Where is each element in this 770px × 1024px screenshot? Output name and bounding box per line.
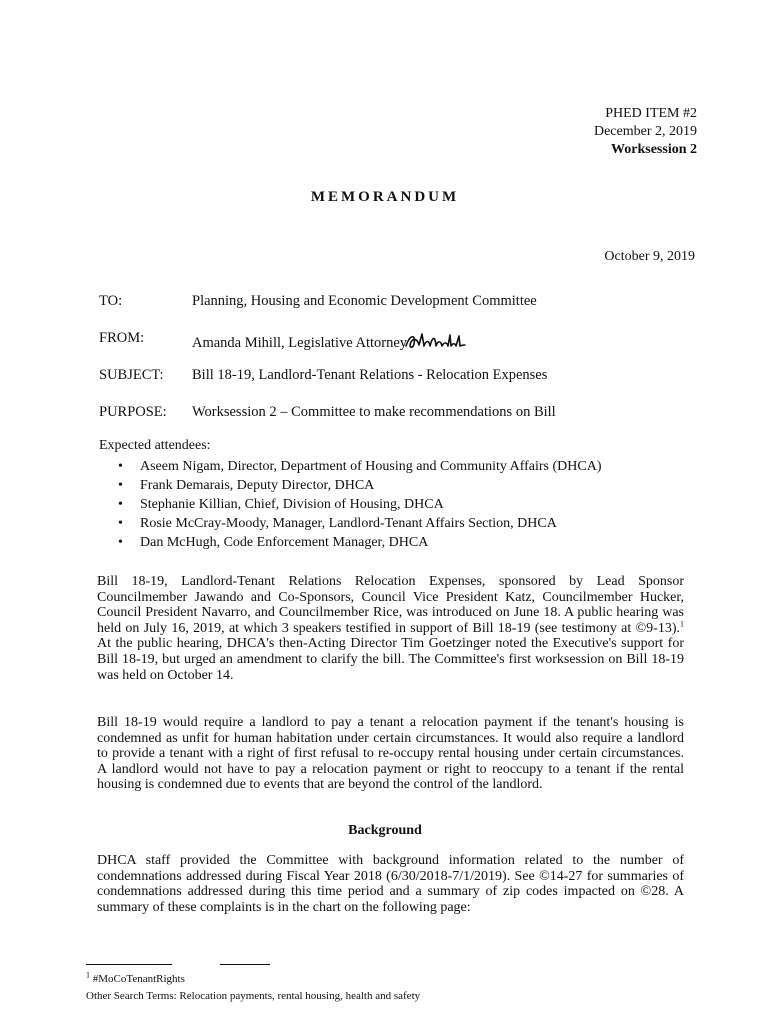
subject-value: Bill 18-19, Landlord-Tenant Relations - Relocation Expenses <box>192 367 548 383</box>
footnote-mark: 1 <box>86 970 90 980</box>
paragraph-intro-part1: Bill 18-19, Landlord-Tenant Relations Relocation Expenses, sponsored by Lead Sponsor Councilmember Jawando and Co-Sponsors, Council Vice President Katz, Councilmember Hucker, Council President Navarro, and Councilmember Rice, was introduced on June 18. A public hearing was held on July 16, 2019, at which 3 speakers testified in support of Bill 18-19 (see testimony at ©9-13). <box>97 574 684 636</box>
memo-date: October 9, 2019 <box>604 249 695 264</box>
footnote-ref: 1 <box>680 619 684 629</box>
paragraph-background: DHCA staff provided the Committee with background information related to the number of condemnations addressed during Fiscal Year 2018 (6/30/2018-7/1/2019). See ©14-27 for summaries of condemnations addressed during this time period and a summary of zip codes impacted on ©28. A summary of these complaints is in the chart on the following page: <box>97 853 684 915</box>
attendee-item: • Frank Demarais, Deputy Director, DHCA <box>116 476 676 495</box>
paragraph-intro-part2: At the public hearing, DHCA's then-Acting Director Tim Goetzinger noted the Executive's support for Bill 18-19, but urged an amendment to clarify the bill. The Committee's first worksession on Bill 18-19 was held on October 14. <box>97 636 684 683</box>
header-item: PHED ITEM #2 <box>605 106 697 121</box>
to-value: Planning, Housing and Economic Development Committee <box>192 293 537 309</box>
signature-icon <box>404 330 466 357</box>
from-value: Amanda Mihill, Legislative Attorney <box>192 334 408 351</box>
attendee-item: • Rosie McCray-Moody, Manager, Landlord-Tenant Affairs Section, DHCA <box>116 514 676 533</box>
attendee-item: • Stephanie Killian, Chief, Division of Housing, DHCA <box>116 495 676 514</box>
footnote-rule <box>86 964 172 965</box>
subject-label: SUBJECT: <box>99 367 164 383</box>
paragraph-summary: Bill 18-19 would require a landlord to pay a tenant a relocation payment if the tenant's housing is condemned as unfit for human habitation under certain circumstances. It would also require a landlord to provide a tenant with a right of first refusal to re-occupy rental housing under certain circumstances. A landlord would not have to pay a relocation payment or right to reoccupy to a tenant if the rental housing is condemned due to events that are beyond the control of the landlord. <box>97 715 684 793</box>
from-label: FROM: <box>99 330 145 346</box>
footnote-text: #MoCoTenantRights <box>90 973 185 985</box>
attendees-heading: Expected attendees: <box>99 438 211 453</box>
header-session: Worksession 2 <box>611 142 697 157</box>
footnote-search-terms: Other Search Terms: Relocation payments, rental housing, health and safety <box>86 990 421 1002</box>
memo-title: MEMORANDUM <box>310 189 460 205</box>
purpose-label: PURPOSE: <box>99 404 167 420</box>
to-label: TO: <box>99 293 123 309</box>
from-row <box>192 330 466 357</box>
footnote <box>86 970 185 985</box>
attendee-item: • Dan McHugh, Code Enforcement Manager, DHCA <box>116 533 676 552</box>
footnote-rule-secondary <box>220 964 270 965</box>
background-heading: Background <box>348 823 422 838</box>
header-date: December 2, 2019 <box>593 124 697 139</box>
paragraph-intro <box>97 574 684 683</box>
attendees-list <box>116 457 676 552</box>
purpose-value: Worksession 2 – Committee to make recommendations on Bill <box>192 404 556 420</box>
attendee-item: • Aseem Nigam, Director, Department of Housing and Community Affairs (DHCA) <box>116 457 676 476</box>
